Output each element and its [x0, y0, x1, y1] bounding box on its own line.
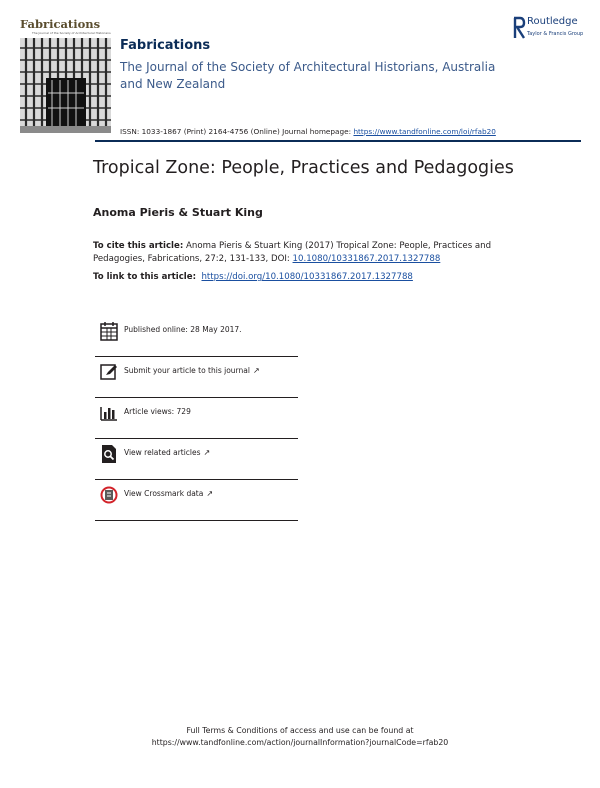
citation-label: To cite this article: [93, 241, 184, 251]
submit-article-link[interactable] [124, 366, 260, 375]
meta-related[interactable] [95, 439, 298, 480]
article-title: Tropical Zone: People, Practices and Pedagogies [93, 158, 514, 178]
related-text: View related articles [124, 448, 201, 457]
routledge-logo-icon [512, 16, 526, 40]
related-articles-link[interactable] [124, 448, 210, 457]
citation [93, 240, 533, 265]
cover-title: Fabrications [20, 17, 101, 31]
link-label: To link to this article: [93, 272, 197, 282]
footer [0, 725, 600, 749]
views-text: Article views: 729 [124, 407, 191, 416]
issn-text: ISSN: 1033-1867 (Print) 2164-4756 (Online) Journal homepage: [120, 127, 354, 136]
journal-subtitle: The Journal of the Society of Architectural Historians, Australia and New Zealand [120, 60, 496, 91]
cover-image [20, 38, 111, 133]
published-text: Published online: 28 May 2017. [124, 325, 242, 334]
meta-published [95, 316, 298, 357]
meta-views [95, 398, 298, 439]
journal-homepage-link[interactable]: https://www.tandfonline.com/loi/rfab20 [353, 127, 496, 136]
publisher-group: Taylor & Francis Group [527, 31, 584, 37]
crossmark-link[interactable] [124, 489, 213, 498]
crossmark-icon [100, 485, 118, 505]
edit-icon [100, 362, 118, 382]
bar-chart-icon [100, 403, 118, 423]
header-divider [95, 140, 581, 142]
article-authors: Anoma Pieris & Stuart King [93, 206, 263, 219]
submit-text: Submit your article to this journal [124, 366, 250, 375]
crossmark-text: View Crossmark data [124, 489, 204, 498]
journal-name: Fabrications [120, 38, 211, 53]
external-link-icon: ↗ [206, 489, 214, 498]
calendar-icon [100, 321, 118, 341]
citation-text: Anoma Pieris & Stuart King (2017) Tropical Zone: People, Practices and Pedagogies, Fabrications, 27:2, 131-133, DOI: [93, 241, 492, 264]
publisher-name: Routledge [527, 16, 578, 27]
issn-line [120, 127, 496, 136]
journal-cover [20, 16, 111, 133]
footer-terms: Full Terms & Conditions of access and use can be found at [186, 726, 414, 735]
cover-subtitle: The Journal of the Society of Architectural Historians [32, 31, 111, 35]
external-link-icon: ↗ [203, 448, 211, 457]
search-document-icon [100, 444, 118, 464]
article-link [93, 272, 413, 282]
footer-url[interactable]: https://www.tandfonline.com/action/journalInformation?journalCode=rfab20 [151, 738, 449, 747]
meta-submit[interactable] [95, 357, 298, 398]
article-url-link[interactable]: https://doi.org/10.1080/10331867.2017.1327788 [201, 272, 413, 282]
meta-crossmark[interactable] [95, 480, 298, 521]
article-meta-list [95, 316, 298, 521]
external-link-icon: ↗ [252, 366, 260, 375]
doi-link[interactable]: 10.1080/10331867.2017.1327788 [292, 253, 441, 264]
